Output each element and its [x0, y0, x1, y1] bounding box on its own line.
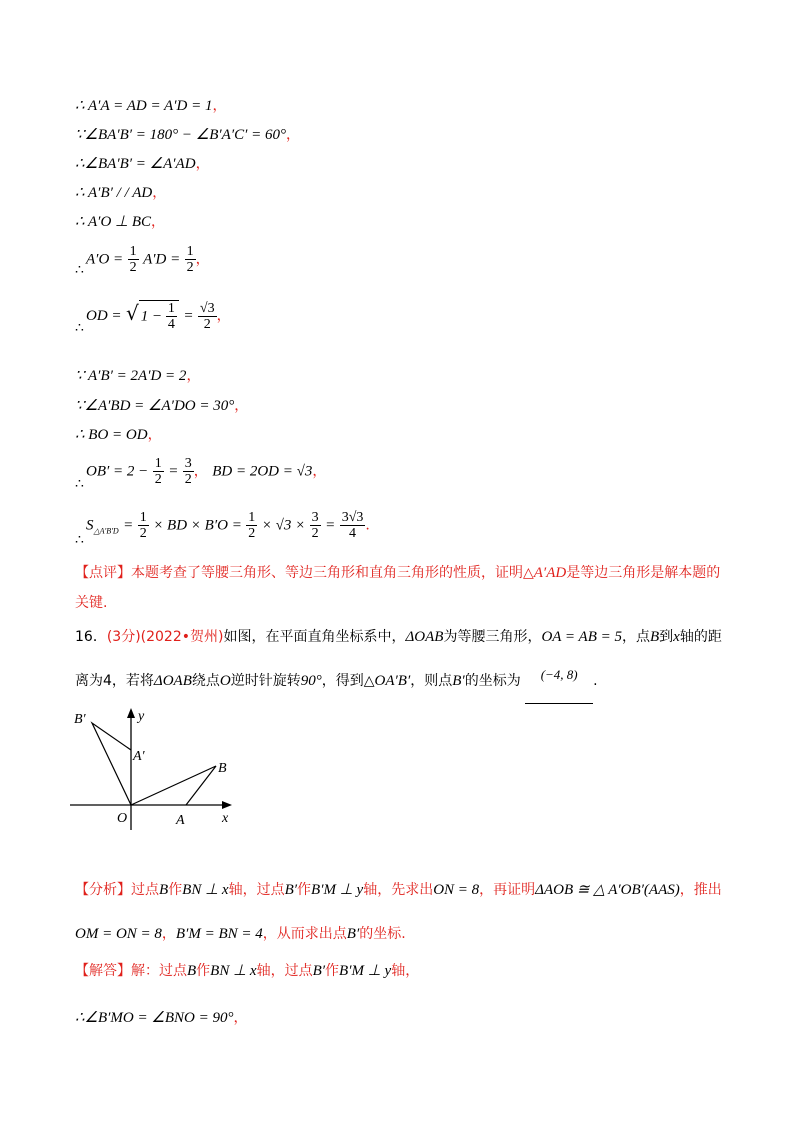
- fraction-one-half: $\frac{1}{2}$: [154, 456, 162, 487]
- label-b: B: [218, 761, 227, 776]
- solution-paragraph: 【解答】解：过点B作BN ⊥ x轴，过点B′作B′M ⊥ y轴，: [75, 963, 420, 979]
- fraction-3root3-over-4: $\frac{3√3}{4}$: [341, 510, 364, 541]
- analysis-paragraph: 【分析】过点B作BN ⊥ x轴，过点B′作B′M ⊥ y轴，先求出ON = 8，再证明ΔAOB ≅ △ A′OB′(AAS)，推出OM = ON = 8，B′M = BN = 4，从而求出点B′的坐标.: [75, 882, 722, 942]
- fraction-one-half: $\frac{1}{2}$: [139, 510, 147, 541]
- step-line-4: ∴ A′B′ / / AD，: [75, 185, 167, 201]
- fraction-root3-over-2: $\frac{√3}{2}$: [199, 300, 215, 332]
- label-x: x: [222, 811, 229, 826]
- therefore-symbol-12: ∴: [75, 532, 84, 548]
- label-a-prime: A′: [133, 749, 145, 764]
- step-line-5: ∴ A′O ⊥ BC，: [75, 214, 166, 230]
- problem-source: (3分)(2022•贺州): [106, 629, 224, 645]
- step-line-7: OD = √ 1 − $\frac{1}{4}$ = $\frac{√3}{2}$ ，: [86, 300, 231, 332]
- fraction-one-quarter: $\frac{1}{4}$: [167, 301, 175, 332]
- step-line-8: ∵ A′B′ = 2A′D = 2，: [75, 368, 201, 384]
- solution-label: 【解答】: [75, 963, 131, 979]
- therefore-symbol-6: ∴: [75, 262, 84, 278]
- step-line-6: A′O = $\frac{1}{2}$ A′D = $\frac{1}{2}$ ，: [86, 244, 210, 275]
- step-line-10: ∴ BO = OD，: [75, 427, 162, 443]
- coordinate-figure: [70, 700, 250, 835]
- fraction-one-half: $\frac{1}{2}$: [248, 510, 256, 541]
- step-line-9: ∵∠A′BD = ∠A′DO = 30°，: [75, 398, 249, 414]
- label-y: y: [138, 709, 145, 724]
- solution-line-1: ∴∠B′MO = ∠BNO = 90°，: [75, 1010, 248, 1026]
- step-line-2: ∵∠BA′B′ = 180° − ∠B′A′C′ = 60°，: [75, 127, 301, 143]
- comment-label: 【点评】: [75, 565, 131, 581]
- y-axis-arrow: [127, 708, 135, 718]
- therefore-symbol-11: ∴: [75, 476, 84, 492]
- x-axis-arrow: [222, 801, 232, 809]
- problem-16: 16．(3分)(2022•贺州)如图，在平面直角坐标系中，ΔOAB为等腰三角形，OA = AB = 5，点B到x轴的距离为4，若将ΔOAB绕点O逆时针旋转90°，得到△OA′B′，则点B′的坐标为 (−4, 8) .: [75, 615, 725, 704]
- radicand: 1 − $\frac{1}{4}$: [139, 300, 179, 332]
- comment-paragraph: 【点评】本题考查了等腰三角形、等边三角形和直角三角形的性质，证明△A′AD是等边三角形是解本题的关键.: [75, 565, 721, 611]
- answer-blank: (−4, 8): [525, 659, 593, 704]
- label-o: O: [117, 811, 128, 826]
- analysis-label: 【分析】: [75, 882, 131, 898]
- fraction-three-half: $\frac{3}{2}$: [184, 456, 192, 487]
- step-line-3: ∴∠BA′B′ = ∠A′AD，: [75, 156, 210, 172]
- fraction-one-half: $\frac{1}{2}$: [129, 244, 137, 275]
- triangle-oab: [131, 766, 216, 805]
- radical-sign: √: [126, 301, 139, 325]
- step-line-12: $S_{\triangle A'B'D}$ = $\frac{1}{2}$ × BD × B′O = $\frac{1}{2}$ × √3 × $\frac{3}{2}$ = $\frac{3√3}{4}$ .: [86, 510, 370, 541]
- triangle-oa-prime-b-prime: [92, 723, 131, 805]
- step-line-1: ∴ A′A = AD = A′D = 1，: [75, 98, 227, 114]
- label-a: A: [176, 813, 185, 828]
- fraction-three-half: $\frac{3}{2}$: [311, 510, 319, 541]
- problem-number: 16．: [75, 629, 107, 645]
- step-line-11: OB′ = 2 − $\frac{1}{2}$ = $\frac{3}{2}$ ， BD = 2OD = √3，: [86, 456, 327, 487]
- label-b-prime: B′: [74, 712, 86, 727]
- fraction-one-half: $\frac{1}{2}$: [186, 244, 194, 275]
- therefore-symbol-7: ∴: [75, 320, 84, 336]
